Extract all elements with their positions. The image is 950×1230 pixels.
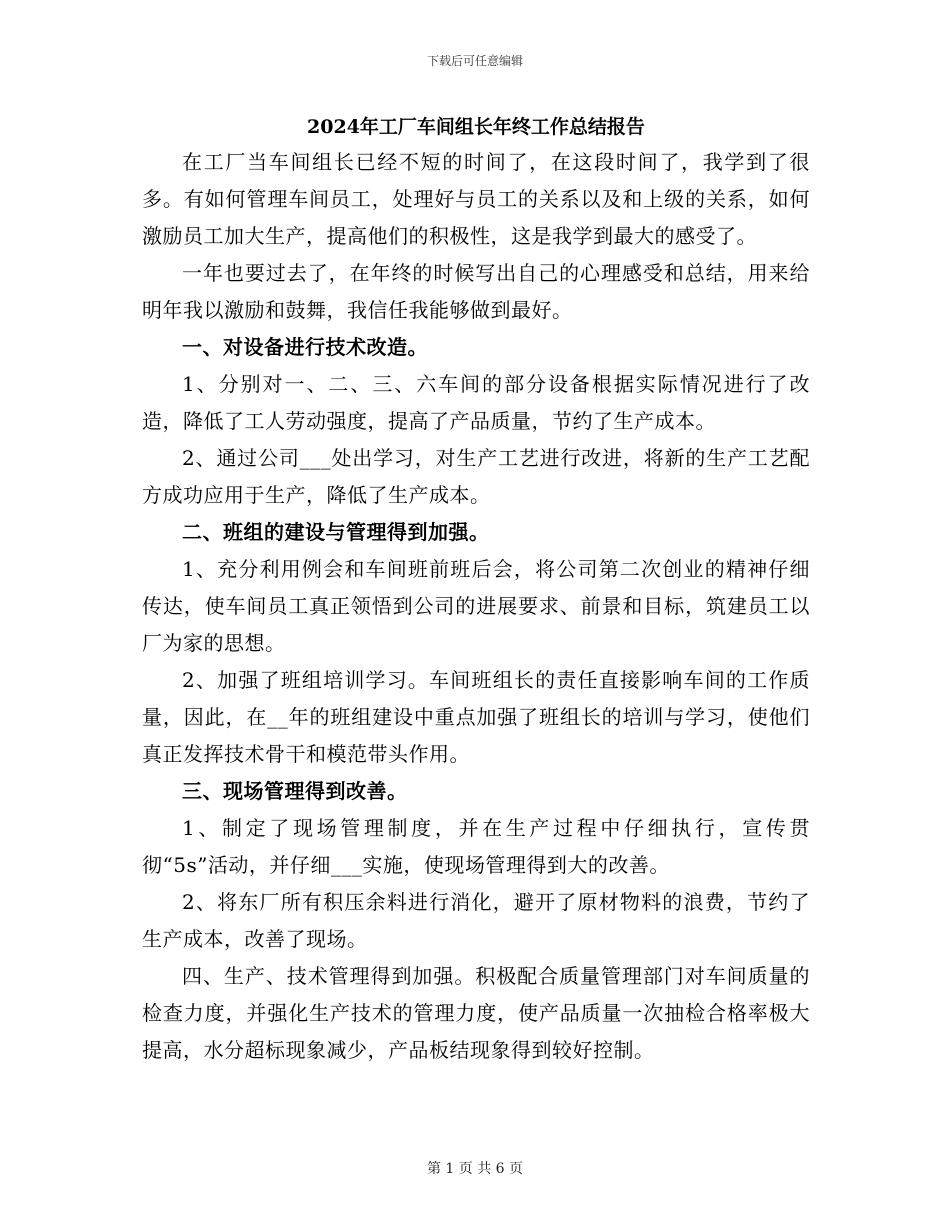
- section-heading-equipment: 一、对设备进行技术改造。: [182, 335, 428, 359]
- document-title: 2024年工厂车间组长年终工作总结报告: [307, 116, 645, 138]
- paragraph-year-end: 一年也要过去了，在年终的时候写出自己的心理感受和总结，用来给明年我以激励和鼓舞，我信任我能够做到最好。: [142, 261, 810, 322]
- paragraph-site-1: 1、制定了现场管理制度，并在生产过程中仔细执行，宣传贯彻“5s”活动，并仔细___实施，使现场管理得到大的改善。: [142, 816, 810, 877]
- paragraph-site-2: 2、将东厂所有积压余料进行消化，避开了原材物料的浪费，节约了生产成本，改善了现场。: [142, 890, 810, 951]
- paragraph-team-2: 2、加强了班组培训学习。车间班组长的责任直接影响车间的工作质量，因此，在__年的班组建设中重点加强了班组长的培训与学习，使他们真正发挥技术骨干和模范带头作用。: [142, 668, 810, 766]
- paragraph-equipment-1: 1、分别对一、二、三、六车间的部分设备根据实际情况进行了改造，降低了工人劳动强度，提高了产品质量，节约了生产成本。: [142, 372, 810, 433]
- paragraph-team-1: 1、充分利用例会和车间班前班后会，将公司第二次创业的精神仔细传达，使车间员工真正领悟到公司的进展要求、前景和目标，筑建员工以厂为家的思想。: [142, 557, 810, 655]
- page-header: 下载后可任意编辑: [426, 54, 523, 68]
- paragraph-equipment-2: 2、通过公司___处出学习，对生产工艺进行改进，将新的生产工艺配方成功应用于生产，降低了生产成本。: [142, 446, 810, 507]
- document-body: [142, 110, 810, 1069]
- paragraph-production: 四、生产、技术管理得到加强。积极配合质量管理部门对车间质量的检查力度，并强化生产技术的管理力度，使产品质量一次抽检合格率极大提高，水分超标现象减少，产品板结现象得到较好控制。: [142, 964, 810, 1062]
- paragraph-intro: 在工厂当车间组长已经不短的时间了，在这段时间了，我学到了很多。有如何管理车间员工，处理好与员工的关系以及和上级的关系，如何激励员工加大生产，提高他们的积极性，这是我学到最大的感受了。: [142, 150, 810, 248]
- page-number: 第 1 页 共 6 页: [426, 1161, 524, 1177]
- section-heading-site: 三、现场管理得到改善。: [182, 779, 408, 803]
- section-heading-team: 二、班组的建设与管理得到加强。: [182, 520, 490, 544]
